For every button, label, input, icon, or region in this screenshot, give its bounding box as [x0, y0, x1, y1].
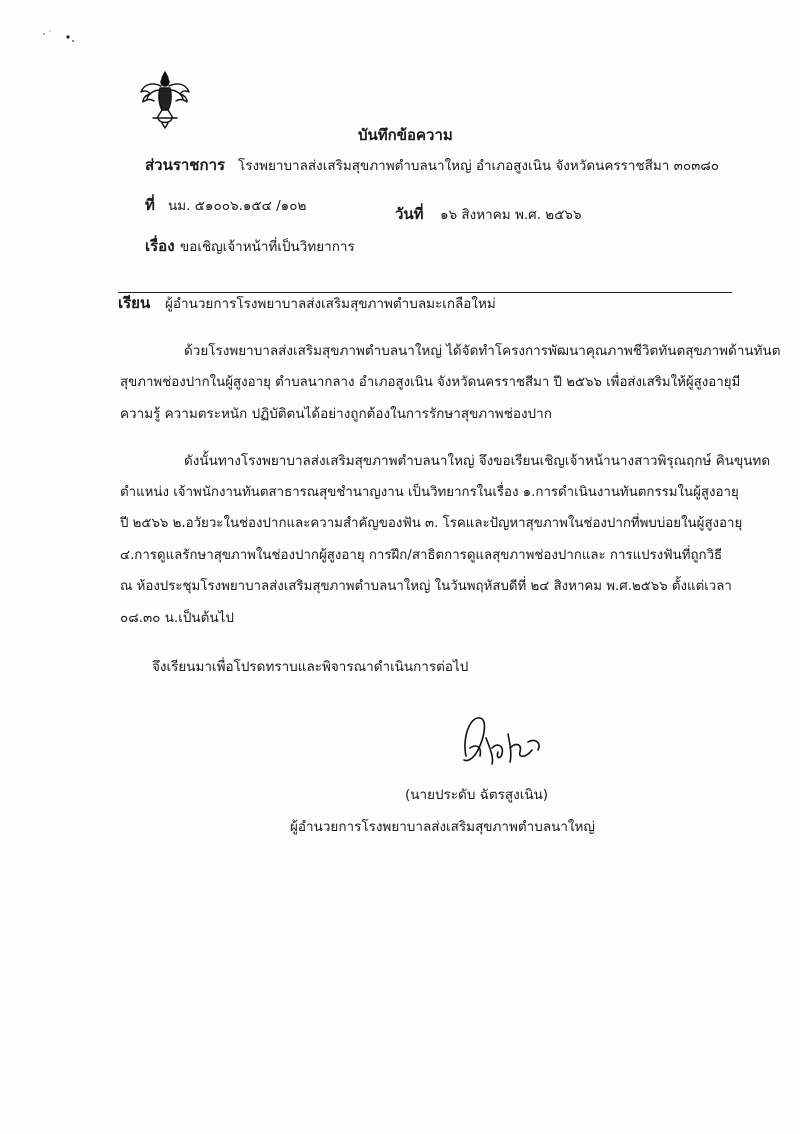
- handwritten-signature: [452, 708, 552, 772]
- header-divider: [118, 292, 732, 293]
- paragraph1-line: ด้วยโรงพยาบาลส่งเสริมสุขภาพตำบลนาใหญ่ ได้จัดทำโครงการพัฒนาคุณภาพชีวิตทันตสุขภาพด้านทันต: [184, 343, 781, 359]
- subject-value: ขอเชิญเจ้าหน้าที่เป็นวิทยาการ: [180, 239, 355, 255]
- document-title: บันทึกข้อความ: [358, 126, 453, 144]
- to-label: เรียน: [118, 294, 151, 312]
- agency-label: ส่วนราชการ: [145, 156, 226, 174]
- signer-position: ผู้อำนวยการโรงพยาบาลส่งเสริมสุขภาพตำบลนาใหญ่: [290, 819, 595, 835]
- scan-specks: [40, 28, 100, 48]
- signer-name: (นายประดับ ฉัตรสูงเนิน): [405, 787, 549, 803]
- paragraph2-line: ตำแหน่ง เจ้าพนักงานทันตสาธารณสุขชำนาญงาน เป็นวิทยากรในเรื่อง ๑.การดำเนินงานทันตกรรมในผู้สูงอายุ: [120, 485, 739, 500]
- closing-text: จึงเรียนมาเพื่อโปรดทราบและพิจารณาดำเนินการต่อไป: [152, 659, 469, 675]
- paragraph2-line: ปี ๒๕๖๖ ๒.อวัยวะในช่องปากและความสำคัญของฟัน ๓. โรคและปัญหาสุขภาพในช่องปากที่พบบ่อยในผู้สูงอายุ: [120, 516, 743, 531]
- paragraph1-line: สุขภาพช่องปากในผู้สูงอายุ ตำบลนากลาง อำเภอสูงเนิน จังหวัดนครราชสีมา ปี ๒๕๖๖ เพื่อส่งเสริมให้ผู้สูงอายุมี: [120, 375, 741, 390]
- paragraph2-line: ๐๘.๓๐ น.เป็นต้นไป: [120, 610, 234, 626]
- ref-value: นม. ๕๑๐๐๖.๑๕๔ /๑๐๒: [168, 198, 307, 214]
- date-label: วันที่: [395, 205, 424, 223]
- paragraph2-line: ณ ห้องประชุมโรงพยาบาลส่งเสริมสุขภาพตำบลนาใหญ่ ในวันพฤหัสบดีที่ ๒๔ สิงหาคม พ.ศ.๒๕๖๖ ตั้งแต่เวลา: [120, 579, 732, 594]
- subject-label: เรื่อง: [145, 237, 175, 255]
- paragraph1-line: ความรู้ ความตระหนัก ปฏิบัติตนได้อย่างถูกต้องในการรักษาสุขภาพช่องปาก: [120, 406, 552, 422]
- garuda-emblem-icon: [138, 68, 192, 130]
- paragraph2-line: ๔.การดูแลรักษาสุขภาพในช่องปากผู้สูงอายุ การฝึก/สาธิตการดูแลสุขภาพช่องปากและ การแปรงฟันที่ถูกวิธี: [120, 548, 723, 563]
- date-value: ๑๖ สิงหาคม พ.ศ. ๒๕๖๖: [440, 207, 582, 223]
- to-value: ผู้อำนวยการโรงพยาบาลส่งเสริมสุขภาพตำบลมะเกลือใหม่: [165, 296, 496, 312]
- paragraph2-line: ดังนั้นทางโรงพยาบาลส่งเสริมสุขภาพตำบลนาใหญ่ จึงขอเรียนเชิญเจ้าหน้านางสาวพิรุณฤกษ์ คินขุนทด: [184, 453, 771, 469]
- agency-value: โรงพยาบาลส่งเสริมสุขภาพตำบลนาใหญ่ อำเภอสูงเนิน จังหวัดนครราชสีมา ๓๐๓๘๐: [238, 158, 719, 174]
- ref-label: ที่: [145, 196, 155, 214]
